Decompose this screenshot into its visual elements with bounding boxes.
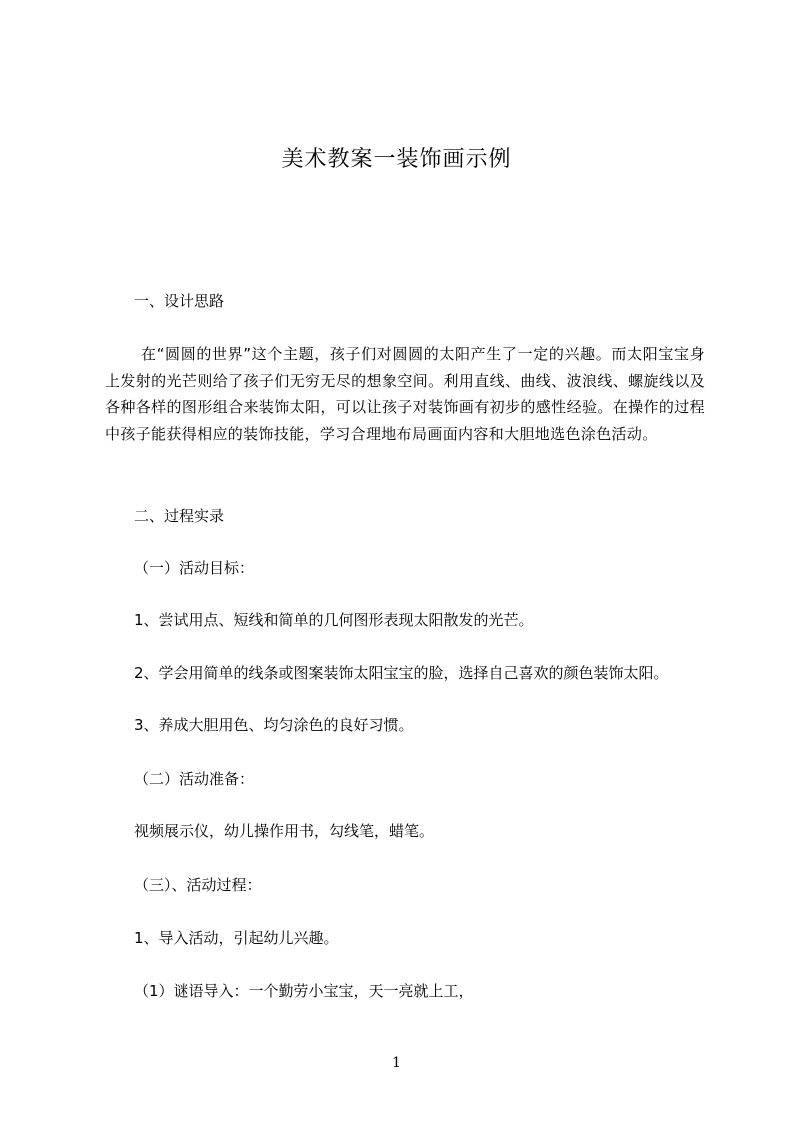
subheading-activity-process: （三）、活动过程： bbox=[134, 876, 262, 894]
goal-item: 2、学会用简单的线条或图案装饰太阳宝宝的脸，选择自己喜欢的颜色装饰太阳。 bbox=[134, 664, 669, 682]
page-number: 1 bbox=[392, 1055, 401, 1071]
section-heading-design-ideas: 一、设计思路 bbox=[134, 292, 225, 310]
subheading-activity-preparation: （二）活动准备： bbox=[134, 770, 255, 788]
process-step: 1、导入活动，引起幼儿兴趣。 bbox=[134, 929, 339, 947]
goal-item: 3、养成大胆用色、均匀涂色的良好习惯。 bbox=[134, 716, 414, 734]
section-heading-process-record: 二、过程实录 bbox=[134, 507, 225, 525]
goal-item: 1、尝试用点、短线和简单的几何图形表现太阳散发的光芒。 bbox=[134, 611, 534, 629]
preparation-text: 视频展示仪，幼儿操作用书，勾线笔，蜡笔。 bbox=[134, 822, 435, 840]
subheading-activity-goals: （一）活动目标： bbox=[134, 559, 255, 577]
process-step: （1）谜语导入：一个勤劳小宝宝，天一亮就上工， bbox=[134, 982, 474, 1000]
page-title: 美术教案一装饰画示例 bbox=[281, 147, 512, 172]
design-ideas-paragraph: 在“圆圆的世界”这个主题，孩子们对圆圆的太阳产生了一定的兴趣。而太阳宝宝身上发射的光芒则给了孩子们无穷无尽的想象空间。利用直线、曲线、波浪线、螺旋线以及各种各样的图形组合来装饰太阳，可以让孩子对装饰画有初步的感性经验。在操作的过程中孩子能获得相应的装饰技能，学习合理地布局画面内容和大胆地选色涂色活动。 bbox=[105, 345, 705, 443]
